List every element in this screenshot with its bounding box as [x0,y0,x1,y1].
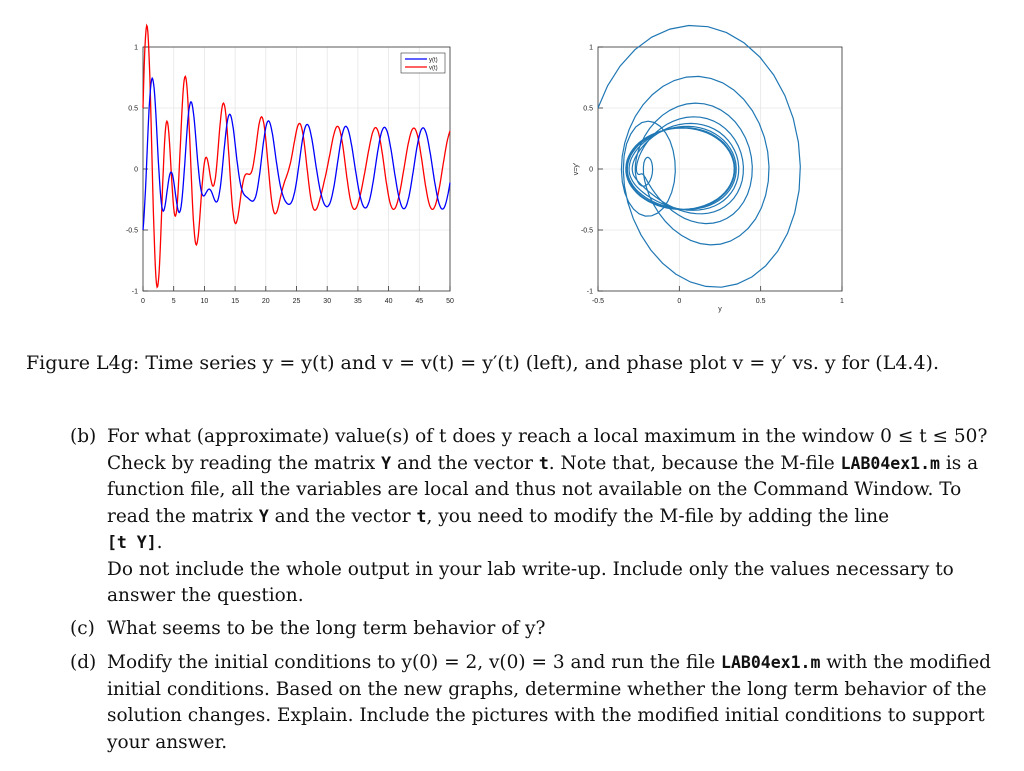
x-tick-label: 45 [415,298,424,305]
legend-box [401,53,445,73]
x-axis-label: y [718,306,722,313]
x-tick-label: 30 [323,298,332,305]
phase-plot [573,26,844,314]
y-tick-label: 0 [589,166,593,174]
legend-label: v(t) [429,65,438,72]
question-text: and the vector [391,452,539,474]
y-tick-label: 0.5 [583,105,593,113]
code-line: [t Y] [107,533,157,552]
question-note: Do not include the whole output in your lab write-up. Include only the values necessary to answer the question. [107,558,954,606]
code-identifier: Y [258,506,269,526]
question-text: , you need to modify the M-file by adding the line [426,505,890,527]
y-tick-label: 0.5 [128,105,138,113]
x-tick-label: 5 [171,298,176,305]
x-tick-label: -0.5 [591,298,605,305]
x-tick-label: 1 [840,298,844,305]
code-filename: LAB04ex1.m [840,453,940,473]
legend-label: y(t) [429,57,438,64]
x-tick-label: 20 [261,298,270,305]
code-identifier: t [416,506,427,526]
x-tick-label: 25 [292,298,301,305]
x-tick-label: 0 [677,298,682,305]
question-text-line: For what (approximate) value(s) of t does y reach a local maximum in the window 0 ≤ t ≤ 50? [107,426,988,447]
question-text: with the modified initial conditions. Based on the new graphs, determine whether the long term behavior of the solution changes. Explain. Include the pictures with the modified initial conditions to support your answer. [107,652,992,753]
x-tick-label: 50 [446,298,454,305]
legend [401,53,445,73]
question-label: (b) [70,426,97,447]
y-tick-label: 0 [134,166,138,174]
question-text: . Note that, because the M-file [548,452,841,474]
question-text: . [156,532,163,553]
x-tick-label: 10 [200,298,209,305]
question-c [70,616,1000,643]
question-text: What seems to be the long term behavior of y? [107,618,546,639]
y-tick-label: -1 [586,288,593,296]
y-tick-label: -1 [131,288,138,296]
code-identifier: Y [381,453,392,473]
figure-l4g [0,0,1024,330]
code-identifier: t [538,453,549,473]
x-tick-label: 35 [354,298,362,305]
x-tick-label: 40 [384,298,393,305]
question-text [107,650,1000,756]
y-axis-label: v=y' [573,162,580,176]
question-label: (d) [70,652,97,673]
x-tick-label: 0 [141,298,145,305]
question-text: Check by reading the matrix [107,452,382,474]
question-text [107,424,1000,557]
question-text: is a function file, all the variables are local and thus not available on the Command Window. To read the matrix [107,452,979,527]
question-text: and the vector [268,505,417,527]
y-tick-label: 1 [589,44,593,52]
y-tick-label: -0.5 [125,227,138,235]
figure-caption: Figure L4g: Time series y = y(t) and v = v(t) = y′(t) (left), and phase plot v = y′ vs. y for (L4.4). [26,352,940,374]
question-b [70,424,1000,610]
time-series-plot [126,26,454,306]
question-text: Modify the initial conditions to y(0) = 2, v(0) = 3 and run the file [107,652,722,673]
code-filename: LAB04ex1.m [721,653,821,672]
x-tick-label: 0.5 [755,298,766,305]
question-label: (c) [70,618,95,639]
y-tick-label: -0.5 [580,227,593,235]
y-tick-label: 1 [134,44,138,52]
question-d [70,650,1000,756]
x-tick-label: 15 [231,298,239,305]
